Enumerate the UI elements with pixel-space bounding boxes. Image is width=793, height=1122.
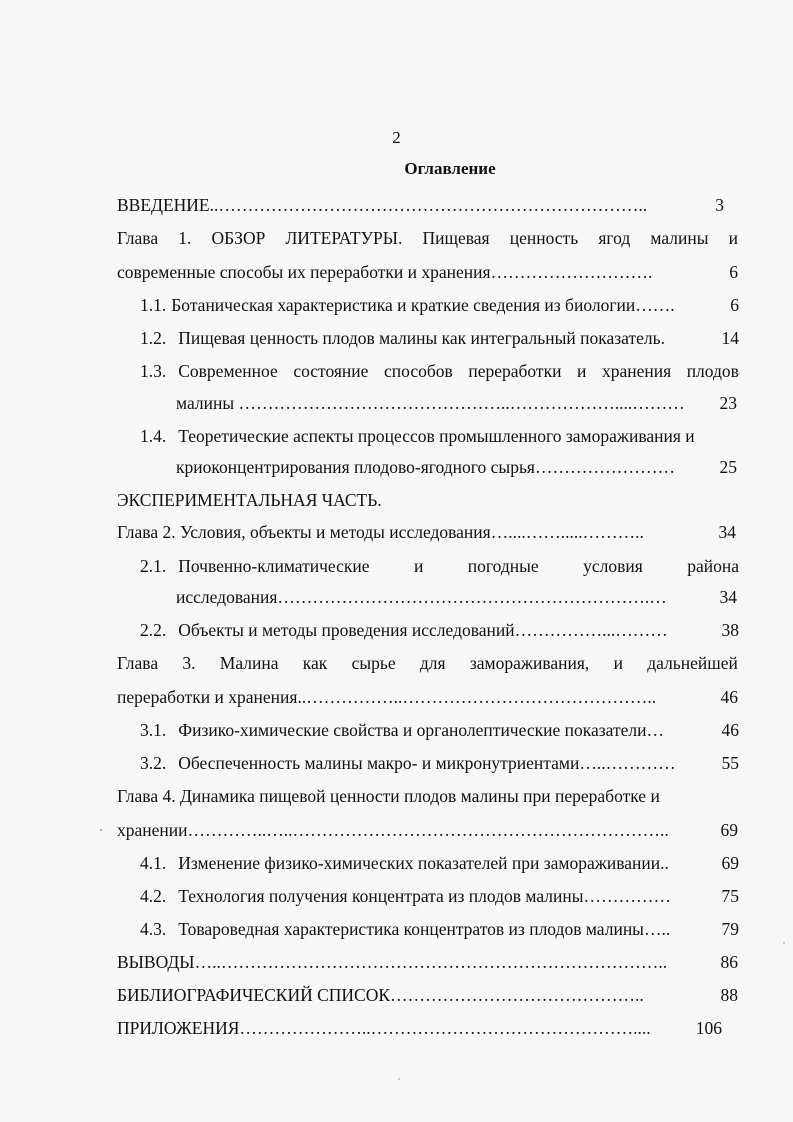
toc-entry-2-2[interactable]: 2.2. Объекты и методы проведения исследований……………...……… 38 bbox=[140, 620, 739, 640]
toc-entry-intro[interactable]: ВВЕДЕНИЕ..……………………………………………………………….. 3 bbox=[117, 195, 724, 215]
toc-entry-4-2[interactable]: 4.2. Технология получения концентрата из плодов малины…………… 75 bbox=[140, 886, 739, 906]
scan-speck bbox=[100, 829, 102, 831]
toc-entry-chapter-3[interactable]: Глава 3. Малина как сырье для замораживания, и дальнейшей bbox=[117, 653, 738, 673]
toc-entry-appendices[interactable]: ПРИЛОЖЕНИЯ…………………..……………………………………….... 106 bbox=[117, 1018, 722, 1038]
toc-entry-1-3[interactable]: 1.3. Современное состояние способов переработки и хранения плодов bbox=[140, 361, 739, 381]
toc-entry-1-4[interactable]: 1.4. Теоретические аспекты процессов промышленного замораживания и bbox=[140, 426, 695, 446]
toc-section-experimental[interactable]: ЭКСПЕРИМЕНТАЛЬНАЯ ЧАСТЬ. bbox=[117, 490, 382, 510]
toc-entry-4-1[interactable]: 4.1. Изменение физико-химических показателей при замораживании.. 69 bbox=[140, 853, 739, 873]
toc-entry-1-1[interactable]: 1.1. Ботаническая характеристика и краткие сведения из биологии……. 6 bbox=[140, 295, 739, 315]
toc-entry-chapter-4-cont[interactable]: хранении…………..…..……………………………………………………….. 69 bbox=[117, 820, 738, 840]
scan-speck bbox=[398, 1078, 400, 1080]
toc-entry-3-2[interactable]: 3.2. Обеспеченность малины макро- и микронутриентами…..………… 55 bbox=[140, 753, 739, 773]
toc-entry-2-1[interactable]: 2.1. Почвенно-климатические и погодные условия района bbox=[140, 556, 739, 576]
toc-entry-1-2[interactable]: 1.2. Пищевая ценность плодов малины как интегральный показатель. 14 bbox=[140, 328, 739, 348]
toc-entry-bibliography[interactable]: БИБЛИОГРАФИЧЕСКИЙ СПИСОК…………………………………….. 88 bbox=[117, 985, 738, 1005]
toc-entry-chapter-1[interactable]: Глава 1. ОБЗОР ЛИТЕРАТУРЫ. Пищевая ценность ягод малины и bbox=[117, 228, 738, 248]
toc-entry-conclusions[interactable]: ВЫВОДЫ…..………………………………………………………………….. 86 bbox=[117, 952, 738, 972]
toc-title: Оглавление bbox=[404, 159, 496, 178]
toc-entry-1-3-cont[interactable]: малины ………………………………………..………………....……… 23 bbox=[176, 393, 737, 413]
toc-entry-chapter-1-cont[interactable]: современные способы их переработки и хранения………………………. 6 bbox=[117, 262, 738, 282]
toc-entry-1-4-cont[interactable]: криоконцентрирования плодово-ягодного сырья…………………… 25 bbox=[176, 457, 737, 477]
page-number: 2 bbox=[392, 128, 401, 147]
toc-entry-chapter-4[interactable]: Глава 4. Динамика пищевой ценности плодов малины при переработке и bbox=[117, 786, 660, 806]
toc-entry-chapter-3-cont[interactable]: переработки и хранения..……………..…………………………………….. 46 bbox=[117, 687, 738, 707]
toc-entry-chapter-2[interactable]: Глава 2. Условия, объекты и методы исследования…....…….....……….. 34 bbox=[117, 522, 736, 542]
toc-entry-2-1-cont[interactable]: исследования……………………………………………………….… 34 bbox=[176, 587, 737, 607]
toc-entry-3-1[interactable]: 3.1. Физико-химические свойства и органолептические показатели… 46 bbox=[140, 720, 739, 740]
toc-entry-4-3[interactable]: 4.3. Товароведная характеристика концентратов из плодов малины….. 79 bbox=[140, 919, 739, 939]
scan-speck bbox=[783, 942, 785, 944]
